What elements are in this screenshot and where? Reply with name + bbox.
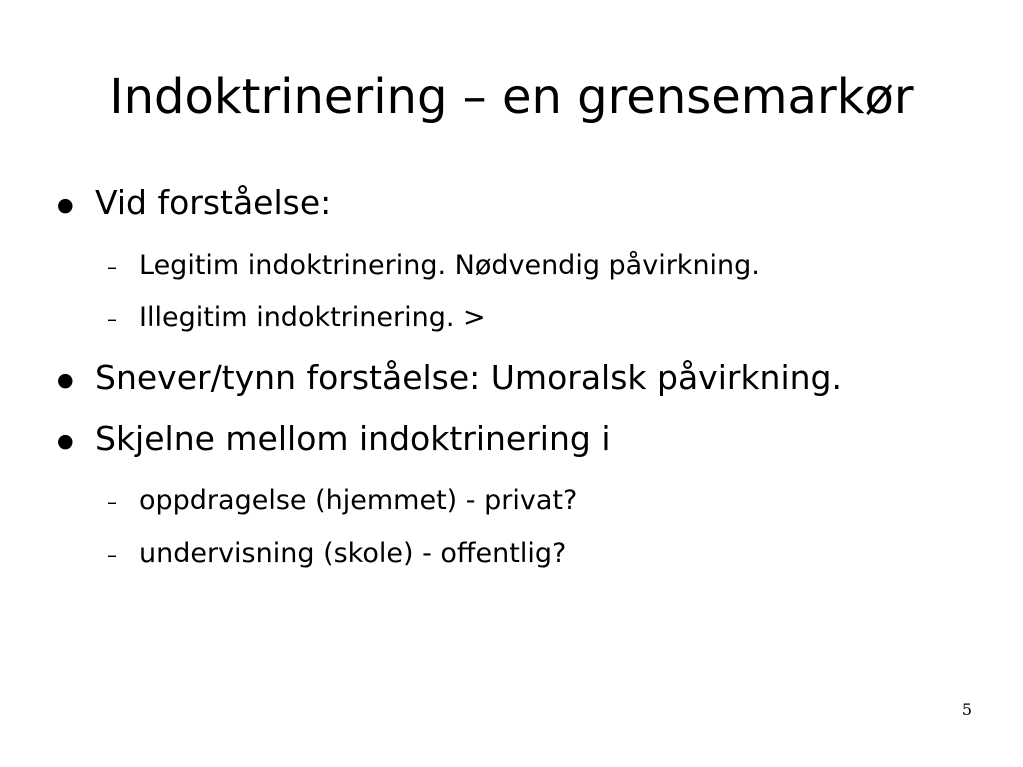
list-item-text: Vid forståelse: <box>95 183 332 222</box>
dash-icon: – <box>107 490 117 514</box>
dash-icon: – <box>107 543 117 567</box>
bullet-icon: ● <box>57 430 74 452</box>
list-item-text: Skjelne mellom indoktrinering i <box>95 419 611 458</box>
list-item-text: oppdragelse (hjemmet) - privat? <box>139 485 578 516</box>
list-item-text: Illegitim indoktrinering. > <box>139 302 486 333</box>
list-item-text: Legitim indoktrinering. Nødvendig påvirkning. <box>139 250 760 281</box>
bullet-icon: ● <box>57 369 74 391</box>
list-item-text: undervisning (skole) - offentlig? <box>139 538 567 569</box>
dash-icon: – <box>107 255 117 279</box>
bullet-icon: ● <box>57 194 74 216</box>
dash-icon: – <box>107 307 117 331</box>
page-number: 5 <box>961 700 973 719</box>
slide-title: Indoktrinering – en grensemarkør <box>109 69 914 125</box>
list-item-text: Snever/tynn forståelse: Umoralsk påvirkning. <box>95 358 842 397</box>
